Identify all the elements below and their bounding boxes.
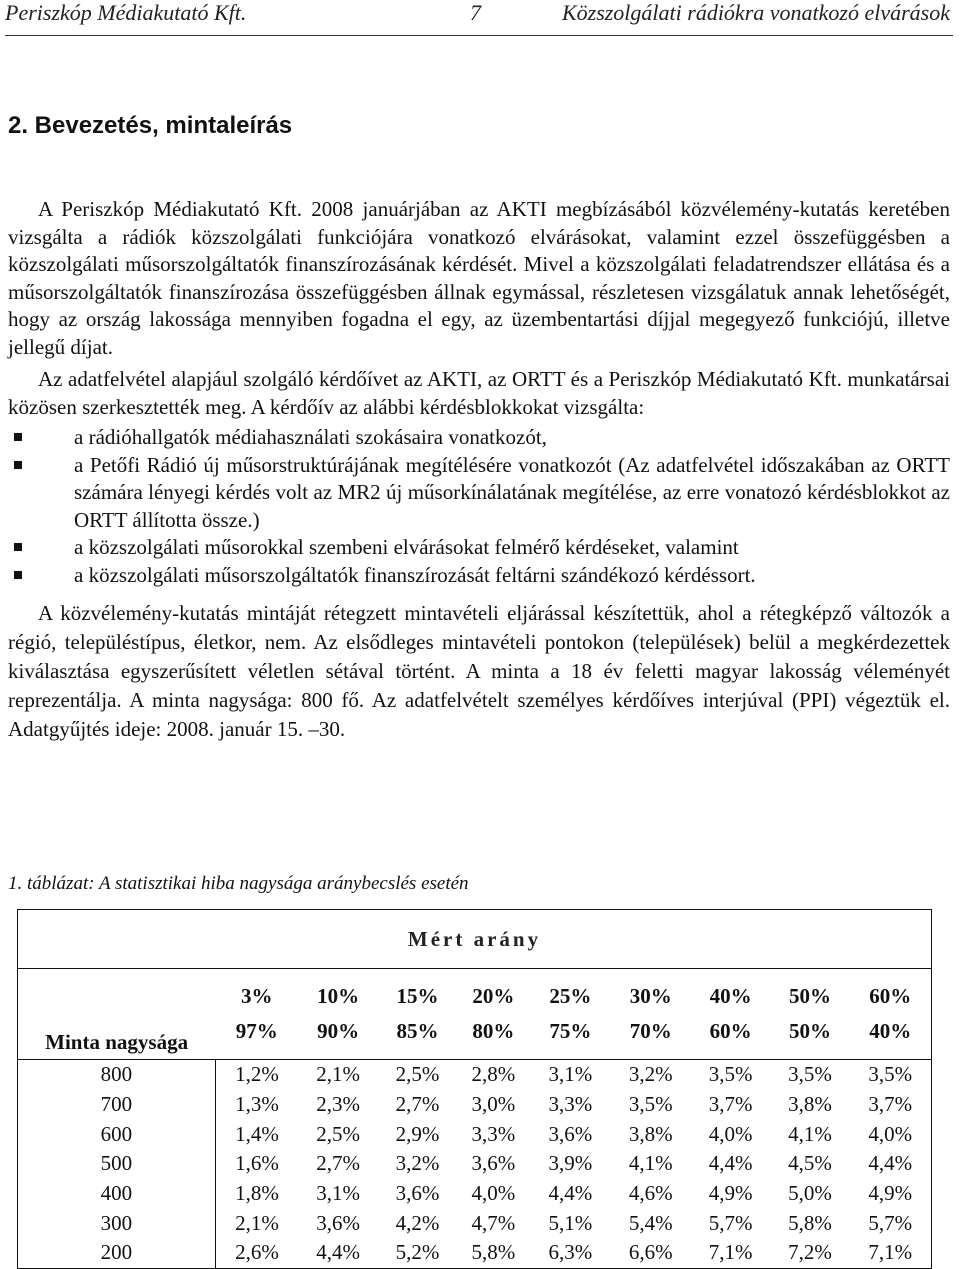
sample-size-cell: 200: [18, 1238, 216, 1268]
column-header-complement: 75%: [530, 1013, 611, 1060]
error-value-cell: 4,4%: [298, 1238, 378, 1268]
error-value-cell: 3,7%: [708, 1092, 753, 1117]
error-value-cell: 5,7%: [850, 1208, 932, 1238]
table-row: [18, 1090, 932, 1120]
column-header-proportion: 3%: [240, 984, 273, 1008]
body-text: [8, 196, 950, 744]
error-value-cell: 4,4%: [708, 1151, 753, 1176]
column-header-complement: 50%: [771, 1013, 850, 1060]
error-value-cell: 5,8%: [457, 1238, 530, 1268]
error-value-cell: 3,7%: [850, 1090, 932, 1120]
error-value-cell: 4,5%: [788, 1151, 832, 1176]
column-header-proportion: 10%: [317, 984, 360, 1008]
column-header-proportion: 25%: [549, 984, 592, 1008]
sample-size-cell: 400: [18, 1179, 216, 1209]
section-title: 2. Bevezetés, mintaleírás: [8, 112, 293, 139]
column-header-complement: 97%: [215, 1013, 298, 1060]
error-value-cell: 3,2%: [395, 1151, 440, 1176]
header-chapter-title: Közszolgálati rádiókra vonatkozó elvárások: [561, 0, 950, 25]
error-value-cell: 7,2%: [771, 1238, 850, 1268]
error-value-cell: 2,8%: [471, 1062, 516, 1087]
error-value-cell: 3,3%: [471, 1121, 516, 1146]
bullet-list: [8, 424, 950, 589]
error-value-cell: 1,8%: [235, 1181, 279, 1206]
table-row: [18, 1238, 932, 1268]
error-value-cell: 5,4%: [628, 1210, 673, 1235]
error-value-cell: 3,3%: [548, 1092, 593, 1117]
error-value-cell: 3,8%: [788, 1092, 832, 1117]
error-value-cell: 3,1%: [316, 1181, 360, 1206]
error-value-cell: 5,7%: [708, 1210, 753, 1235]
error-value-cell: 4,4%: [548, 1181, 593, 1206]
list-item-text: a rádióhallgatók médiahasználati szokásaira vonatkozót,: [74, 425, 547, 449]
error-value-cell: 3,1%: [548, 1062, 593, 1087]
column-header-complement: 80%: [457, 1013, 530, 1060]
paragraph-questionnaire: Az adatfelvétel alapjául szolgáló kérdőívet az AKTI, az ORTT és a Periszkóp Médiakutató Kft. munkatársai közösen szerkesztették meg. A kérdőív az alábbi kérdésblokkokat vizsgálta:: [8, 367, 950, 419]
error-value-cell: 3,6%: [395, 1181, 440, 1206]
paragraph-intro: A Periszkóp Médiakutató Kft. 2008 januárjában az AKTI megbízásából közvélemény-kutatás keretében vizsgálta a rádiók közszolgálati funkciójára vonatkozó elvárásokat, valamint ezzel összefüggésben a közszolgálati műsorszolgáltatók finanszírozásának kérdését. Mivel a közszolgálati feladatrendszer ellátása és a műsorszolgáltatók finanszírozása összefüggésben állnak egymással, részletesen vizsgálatuk annak lehetőségét, hogy az ország lakossága mennyiben fogadna el egy, az üzembentartási díjjal megegyező funkciójú, illetve jellegű díjat.: [8, 197, 950, 359]
square-bullet-icon: [14, 461, 22, 469]
error-value-cell: 2,5%: [395, 1062, 440, 1087]
error-value-cell: 3,5%: [628, 1092, 673, 1117]
error-value-cell: 3,8%: [628, 1121, 673, 1146]
error-value-cell: 3,6%: [548, 1121, 593, 1146]
column-header-proportion: 20%: [472, 984, 515, 1008]
error-value-cell: 3,0%: [471, 1092, 516, 1117]
column-header-proportion: 30%: [629, 984, 672, 1008]
error-value-cell: 1,4%: [235, 1121, 279, 1146]
list-item-text: a közszolgálati műsorokkal szembeni elvárásokat felmérő kérdéseket, valamint: [74, 535, 739, 559]
paragraph-sampling: A közvélemény-kutatás mintáját rétegzett mintavételi eljárással készítettük, ahol a rétegképző változók a régió, településtípus, életkor, nem. Az elsődleges mintavételi pontokon (települések) belül a megkérdezettek kiválasztása egyszerűsített véletlen sétával történt. A minta a 18 év feletti magyar lakosság véleményét reprezentálja. A minta nagysága: 800 fő. Az adatfelvételt személyes kérdőíves interjúval (PPI) végeztük el. Adatgyűjtés ideje: 2008. január 15. –30.: [8, 601, 950, 741]
error-value-cell: 3,5%: [850, 1060, 932, 1090]
sample-size-cell: 800: [18, 1060, 216, 1090]
error-value-cell: 5,2%: [378, 1238, 457, 1268]
row-header-sample-size: Minta nagysága: [18, 969, 216, 1060]
table-row: [18, 1149, 932, 1179]
column-header-complement: 70%: [611, 1013, 691, 1060]
error-value-cell: 2,7%: [395, 1092, 440, 1117]
error-value-cell: 6,6%: [611, 1238, 691, 1268]
error-value-cell: 1,2%: [235, 1062, 279, 1087]
list-item-text: a Petőfi Rádió új műsorstruktúrájának megítélésére vonatkozót (Az adatfelvétel időszakában az ORTT számára lényegi kérdés volt az MR2 új műsorkínálatának megítélése, az erre vonatozó kérdésblokkot az ORTT állította össze.): [74, 452, 950, 532]
column-header-proportion: 50%: [789, 984, 832, 1008]
error-value-cell: 4,4%: [850, 1149, 932, 1179]
error-value-cell: 7,1%: [691, 1238, 771, 1268]
list-item: [8, 562, 950, 590]
error-value-cell: 3,5%: [788, 1062, 832, 1087]
column-header-complement: 90%: [298, 1013, 378, 1060]
error-value-cell: 4,7%: [471, 1210, 516, 1235]
table-row: [18, 1179, 932, 1209]
header-divider: [5, 35, 953, 36]
table-row: [18, 1119, 932, 1149]
error-value-cell: 6,3%: [530, 1238, 611, 1268]
error-value-cell: 3,5%: [708, 1062, 753, 1087]
column-header-complement: 40%: [850, 1013, 932, 1060]
error-value-cell: 5,1%: [548, 1210, 593, 1235]
error-value-cell: 2,3%: [316, 1092, 360, 1117]
error-value-cell: 4,2%: [395, 1210, 440, 1235]
square-bullet-icon: [14, 571, 22, 579]
list-item-text: a közszolgálati műsorszolgáltatók finanszírozását feltárni szándékozó kérdéssort.: [74, 562, 756, 587]
error-value-cell: 3,6%: [471, 1151, 516, 1176]
square-bullet-icon: [14, 543, 22, 551]
table-row: [18, 1208, 932, 1238]
sample-size-cell: 600: [18, 1119, 216, 1149]
table-caption: 1. táblázat: A statisztikai hiba nagysága aránybecslés esetén: [8, 873, 469, 894]
page-number: 7: [470, 0, 481, 25]
error-value-cell: 3,9%: [548, 1151, 593, 1176]
error-value-cell: 7,1%: [850, 1238, 932, 1268]
column-header-proportion: 15%: [396, 984, 439, 1008]
list-item: [8, 424, 950, 452]
error-value-cell: 4,1%: [788, 1121, 832, 1146]
error-value-cell: 2,1%: [316, 1062, 360, 1087]
error-value-cell: 2,6%: [215, 1238, 298, 1268]
column-header-proportion: 40%: [709, 984, 752, 1008]
error-value-cell: 3,2%: [628, 1062, 673, 1087]
column-header-proportion: 60%: [850, 969, 932, 1014]
table-row: [18, 1060, 932, 1090]
error-value-cell: 4,0%: [850, 1119, 932, 1149]
column-header-complement: 85%: [378, 1013, 457, 1060]
error-value-cell: 4,0%: [708, 1121, 753, 1146]
column-header-complement: 60%: [691, 1013, 771, 1060]
sample-size-cell: 300: [18, 1208, 216, 1238]
error-value-cell: 2,9%: [395, 1121, 440, 1146]
list-item: [8, 452, 950, 535]
error-value-cell: 2,5%: [316, 1121, 360, 1146]
sample-size-cell: 700: [18, 1090, 216, 1120]
error-value-cell: 5,8%: [788, 1210, 832, 1235]
error-value-cell: 2,1%: [235, 1210, 279, 1235]
list-item: [8, 534, 950, 562]
table-title: Mért arány: [18, 910, 932, 969]
error-value-cell: 5,0%: [788, 1181, 832, 1206]
sample-size-cell: 500: [18, 1149, 216, 1179]
error-value-cell: 4,9%: [708, 1181, 753, 1206]
error-value-cell: 4,6%: [628, 1181, 673, 1206]
error-value-cell: 4,1%: [628, 1151, 673, 1176]
error-value-cell: 1,6%: [235, 1151, 279, 1176]
error-value-cell: 3,6%: [316, 1210, 360, 1235]
error-value-cell: 4,0%: [471, 1181, 516, 1206]
error-value-cell: 4,9%: [850, 1179, 932, 1209]
error-value-cell: 2,7%: [316, 1151, 360, 1176]
page-header: [0, 0, 960, 34]
error-value-cell: 1,3%: [235, 1092, 279, 1117]
square-bullet-icon: [14, 433, 22, 441]
statistical-error-table: [17, 909, 932, 1269]
header-company: Periszkóp Médiakutató Kft.: [5, 0, 247, 25]
